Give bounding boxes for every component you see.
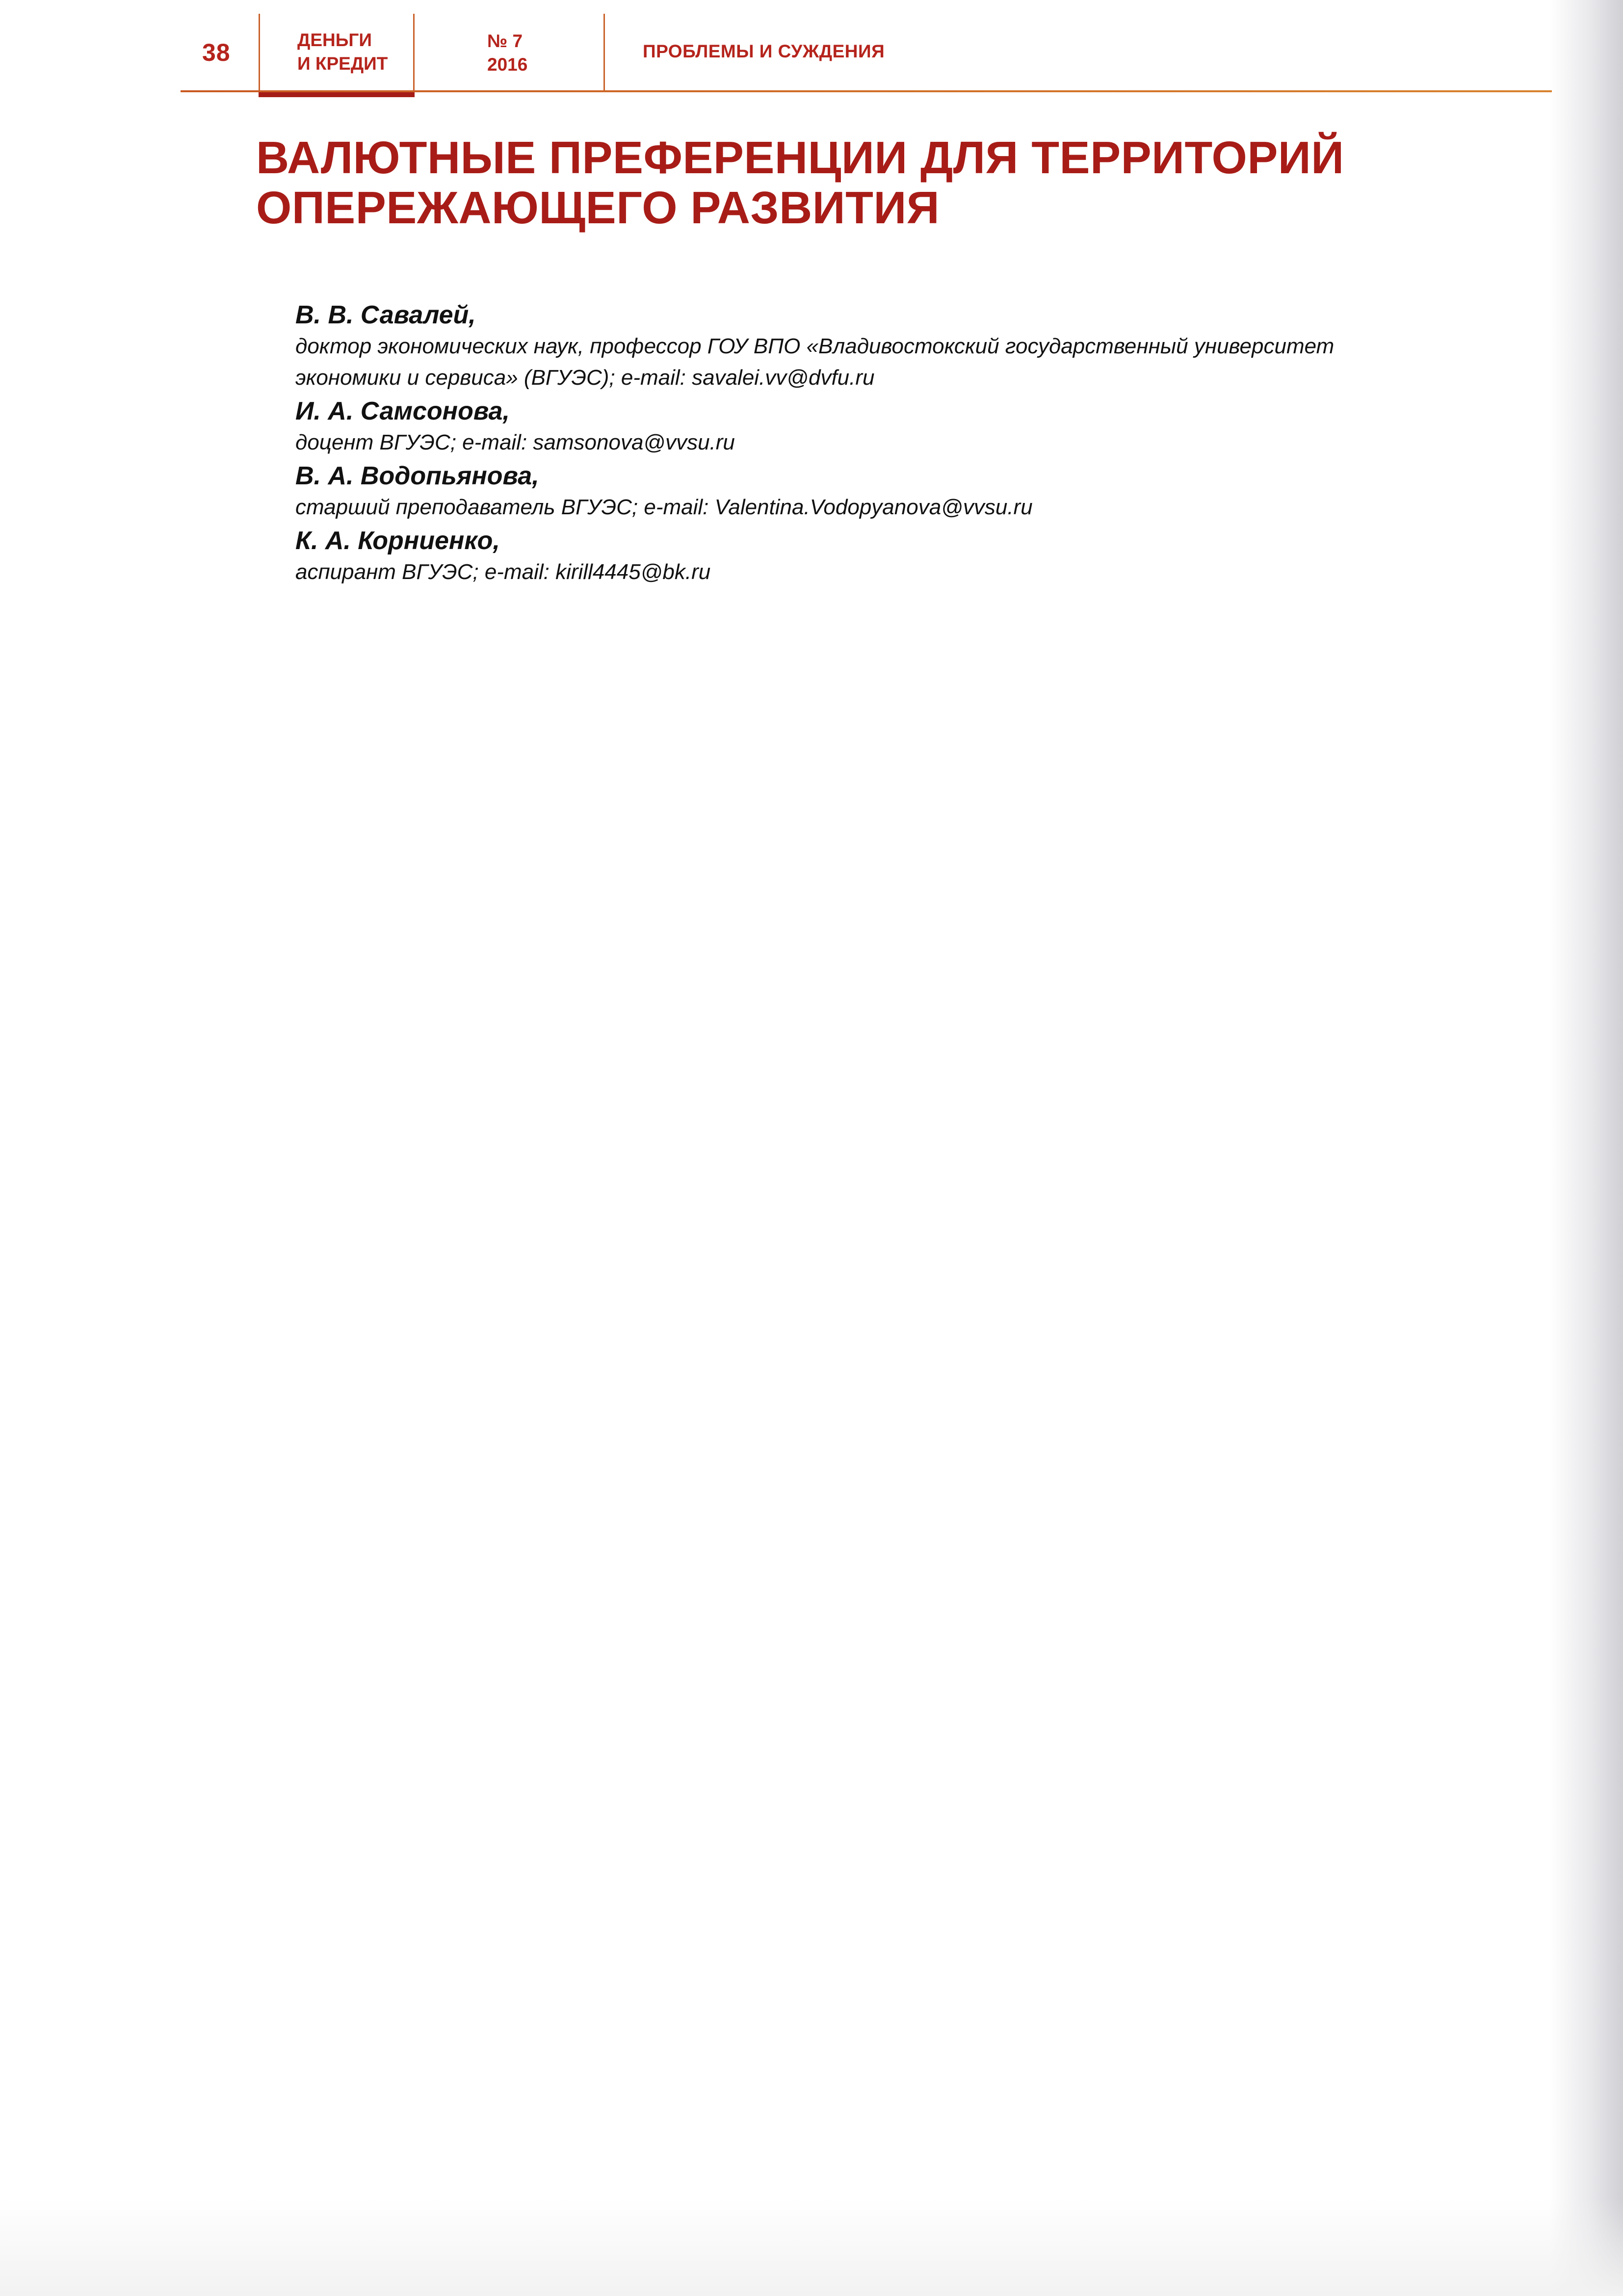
author-affiliation-line2: экономики и сервиса» (ВГУЭС); e-mail: savalei.vv@dvfu.ru <box>295 366 875 390</box>
page-number: 38 <box>202 39 231 66</box>
author-name: В. В. Савалей, <box>295 301 476 329</box>
author-affiliation-line1: доктор экономических наук, профессор ГОУ ВПО «Владивостокский государственный университет <box>295 334 1335 358</box>
article-title <box>256 132 1483 233</box>
abstract <box>294 661 1550 690</box>
journal-name <box>297 28 388 76</box>
article-title-line2: ОПЕРЕЖАЮЩЕГО РАЗВИТИЯ <box>256 182 940 233</box>
issue-box <box>415 14 605 92</box>
issue-number: № 7 <box>487 31 523 51</box>
issue-year: 2016 <box>487 54 528 75</box>
author-entry <box>295 460 1522 523</box>
author-name: И. А. Самсонова, <box>295 397 510 425</box>
abstract-russian <box>294 661 1550 690</box>
scan-bottom-shadow <box>0 2198 1623 2296</box>
author-list <box>295 299 1522 590</box>
author-affiliation: старший преподаватель ВГУЭС; e-mail: Valentina.Vodopyanova@vvsu.ru <box>295 495 1033 519</box>
journal-name-box <box>259 14 415 92</box>
issue-info <box>487 29 527 77</box>
journal-name-line1: ДЕНЬГИ <box>297 30 372 50</box>
author-name: К. А. Корниенко, <box>295 527 500 555</box>
author-affiliation: аспирант ВГУЭС; e-mail: kirill4445@bk.ru <box>295 560 711 584</box>
journal-name-line2: И КРЕДИТ <box>297 53 388 74</box>
running-header <box>0 0 1623 98</box>
author-name: В. А. Водопьянова, <box>295 462 539 490</box>
author-affiliation <box>295 331 1522 394</box>
author-entry <box>295 396 1522 458</box>
scan-gutter-shadow <box>1549 0 1623 2296</box>
author-entry <box>295 525 1522 588</box>
section-label: ПРОБЛЕМЫ И СУЖДЕНИЯ <box>643 41 885 61</box>
author-affiliation: доцент ВГУЭС; e-mail: samsonova@vvsu.ru <box>295 430 735 454</box>
header-rule <box>181 90 1552 92</box>
author-entry <box>295 299 1522 394</box>
article-title-line1: ВАЛЮТНЫЕ ПРЕФЕРЕНЦИИ ДЛЯ ТЕРРИТОРИЙ <box>256 132 1344 183</box>
